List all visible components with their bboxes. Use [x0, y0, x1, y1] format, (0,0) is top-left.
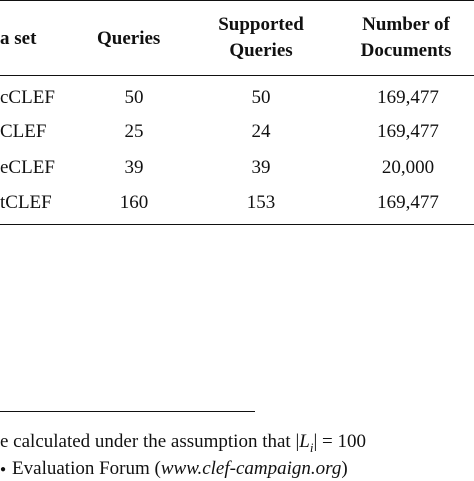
- footnote-2-link[interactable]: www.clef-campaign.org: [160, 458, 342, 479]
- header-supported-line2: Queries: [229, 40, 293, 61]
- row1-documents: 169,477: [377, 87, 439, 108]
- table-top-rule: [0, 0, 474, 1]
- row3-dataset: eCLEF: [0, 157, 55, 178]
- row2-supported: 24: [251, 121, 271, 142]
- footnote-2-suffix: ): [341, 458, 348, 479]
- row4-dataset: tCLEF: [0, 192, 52, 213]
- footnote-1-variable: L: [299, 431, 310, 452]
- footnote-1: [0, 430, 366, 459]
- row4-supported: 153: [246, 192, 276, 213]
- row3-documents: 20,000: [381, 157, 435, 178]
- header-docs-line1: Number of: [362, 14, 450, 35]
- table-bottom-rule: [0, 224, 474, 225]
- header-queries: Queries: [97, 28, 161, 49]
- footnote-1-end: | = 100: [313, 431, 366, 452]
- row4-queries: 160: [119, 192, 149, 213]
- footnote-1-text: e calculated under the assumption that |: [0, 431, 300, 452]
- footnote-separator: [0, 411, 255, 412]
- row3-queries: 39: [124, 157, 144, 178]
- footnote-2: [0, 457, 348, 481]
- row4-documents: 169,477: [377, 192, 439, 213]
- row1-queries: 50: [124, 87, 144, 108]
- row2-queries: 25: [124, 121, 144, 142]
- row3-supported: 39: [251, 157, 271, 178]
- row1-supported: 50: [251, 87, 271, 108]
- footnote-2-prefix: Evaluation Forum (: [12, 458, 161, 479]
- row1-dataset: cCLEF: [0, 87, 55, 108]
- header-supported-line1: Supported: [218, 14, 304, 35]
- header-rule: [0, 75, 474, 76]
- row2-documents: 169,477: [377, 121, 439, 142]
- row2-dataset: CLEF: [0, 121, 47, 142]
- footnote-1-subscript: i: [309, 439, 314, 455]
- footnote-2-bullet: ●: [0, 464, 7, 476]
- header-dataset: a set: [0, 28, 37, 49]
- header-docs-line2: Documents: [360, 40, 452, 61]
